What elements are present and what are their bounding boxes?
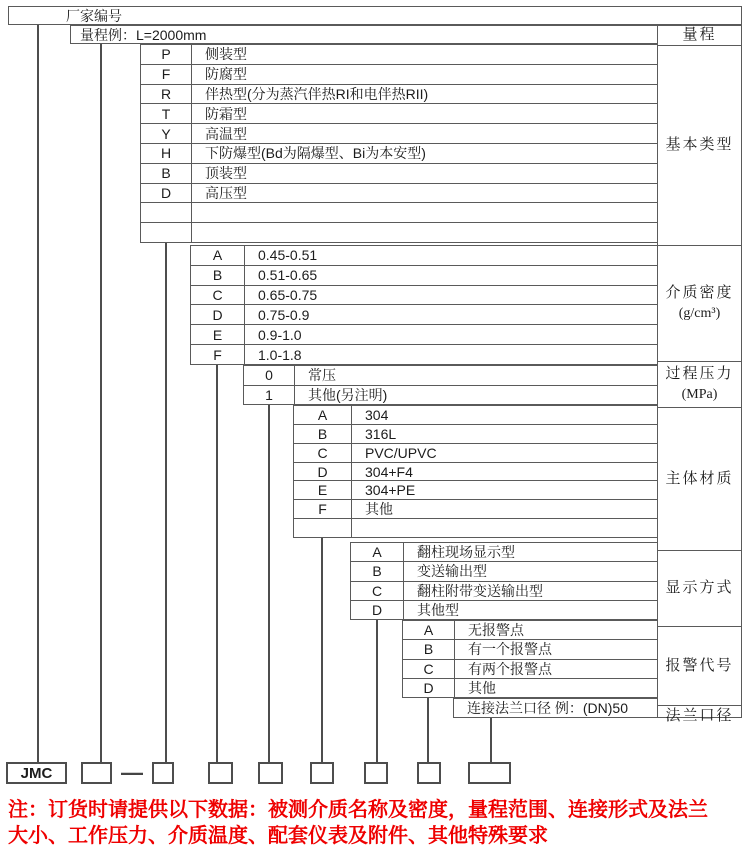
table-row	[294, 518, 657, 537]
table-row	[191, 285, 657, 305]
code-cell: A	[351, 543, 404, 561]
code-box	[468, 762, 511, 784]
code-cell: A	[191, 246, 245, 265]
table-row	[351, 543, 657, 561]
model-prefix-box: JMC	[6, 762, 67, 784]
table-row	[244, 385, 657, 405]
code-cell: R	[141, 85, 192, 104]
code-cell: D	[403, 679, 455, 697]
code-cell	[294, 519, 352, 537]
code-cell: F	[294, 500, 352, 518]
table-row	[294, 480, 657, 499]
description-cell: 0.9-1.0	[258, 326, 302, 343]
side-label-text: 法兰口径	[665, 707, 734, 724]
code-cell: F	[191, 345, 245, 364]
connector-line	[216, 365, 218, 762]
code-cell	[141, 223, 192, 242]
code-cell	[141, 203, 192, 222]
side-label-text: 过程压力	[665, 366, 734, 383]
code-cell: E	[294, 481, 352, 499]
code-cell: D	[141, 184, 192, 203]
description-cell: 有一个报警点	[468, 641, 552, 658]
code-cell: F	[141, 65, 192, 84]
table-row	[141, 222, 657, 242]
table-row	[141, 163, 657, 183]
table-row	[191, 265, 657, 285]
table-row	[403, 659, 657, 678]
code-cell: C	[294, 444, 352, 462]
code-box	[258, 762, 283, 784]
table-row	[294, 462, 657, 481]
code-cell: B	[141, 164, 192, 183]
table-row	[141, 202, 657, 222]
table-basic-type	[140, 44, 658, 243]
side-label-alarm-code	[658, 626, 741, 705]
table-medium-density	[190, 245, 658, 365]
code-box	[417, 762, 441, 784]
description-cell: 伴热型(分为蒸汽伴热RI和电伴热RII)	[205, 86, 429, 102]
table-row	[244, 366, 657, 385]
code-cell: C	[351, 582, 404, 600]
description-cell: 下防爆型(Bd为隔爆型、Bi为本安型)	[205, 145, 426, 162]
description-cell: 翻柱现场显示型	[417, 544, 515, 561]
table-row	[403, 621, 657, 639]
code-cell: A	[403, 621, 455, 639]
flange-row-label: 连接法兰口径 例：(DN)50	[467, 700, 629, 716]
description-cell: 其他	[365, 501, 393, 518]
description-cell: 高温型	[205, 125, 247, 142]
code-cell: 0	[244, 366, 295, 385]
description-cell: 有两个报警点	[468, 660, 552, 677]
range-example-label: 量程例：L=2000mm	[80, 26, 207, 43]
side-label-process-pressure	[658, 361, 741, 407]
description-cell: 防腐型	[205, 66, 247, 83]
description-cell: 304+F4	[365, 463, 413, 480]
code-box	[152, 762, 174, 784]
table-row	[294, 406, 657, 424]
table-row	[351, 561, 657, 580]
description-cell: 顶装型	[205, 165, 247, 182]
description-cell: 0.45-0.51	[258, 247, 318, 264]
code-box	[364, 762, 388, 784]
side-label-column	[657, 25, 742, 724]
connector-line	[321, 538, 323, 762]
code-cell: D	[191, 305, 245, 324]
table-row	[191, 324, 657, 344]
table-row	[403, 678, 657, 697]
description-cell: 其他型	[417, 601, 459, 618]
order-note	[8, 797, 746, 845]
description-cell: 其他(另注明)	[308, 386, 388, 403]
side-label-text: 报警代号	[665, 657, 734, 674]
table-row	[351, 600, 657, 619]
table-row	[294, 424, 657, 443]
code-box	[81, 762, 112, 784]
connector-line	[268, 405, 270, 762]
connector-line	[490, 718, 492, 762]
table-row	[294, 499, 657, 518]
table-row	[141, 45, 657, 64]
flange-row	[453, 698, 658, 718]
side-label-unit: (g/cm³)	[678, 306, 721, 322]
table-row	[191, 304, 657, 324]
code-cell: P	[141, 45, 192, 64]
code-cell: H	[141, 144, 192, 163]
code-cell: D	[294, 463, 352, 481]
code-cell: 1	[244, 386, 295, 405]
table-row	[141, 64, 657, 84]
table-row	[191, 246, 657, 265]
table-row	[141, 84, 657, 104]
side-label-range	[658, 26, 741, 45]
side-label-text: 基本类型	[665, 137, 734, 153]
code-cell: B	[403, 640, 455, 658]
table-row	[191, 344, 657, 364]
code-cell: B	[191, 266, 245, 285]
description-cell	[352, 519, 657, 537]
code-cell: E	[191, 325, 245, 344]
code-box	[310, 762, 334, 784]
connector-line	[427, 698, 429, 762]
side-label-medium-density	[658, 245, 741, 361]
factory-number-row	[8, 6, 742, 25]
description-cell: 0.75-0.9	[258, 306, 310, 323]
description-cell: 无报警点	[468, 622, 524, 639]
factory-number-label: 厂家编号	[66, 7, 122, 24]
description-cell: 侧装型	[205, 46, 247, 63]
side-label-text: 主体材质	[665, 470, 734, 487]
side-label-body-material	[658, 407, 741, 550]
description-cell: 常压	[308, 367, 336, 384]
code-cell: C	[191, 286, 245, 305]
side-label-text: 量程	[682, 27, 717, 43]
code-cell: B	[294, 425, 352, 443]
description-cell: 0.51-0.65	[258, 267, 318, 284]
side-label-basic-type	[658, 45, 741, 245]
description-cell: 316L	[365, 425, 397, 442]
code-cell: D	[351, 601, 404, 619]
description-cell: 其他	[468, 679, 496, 696]
table-row	[351, 581, 657, 600]
connector-line	[376, 620, 378, 762]
table-row	[403, 639, 657, 658]
table-row	[141, 123, 657, 143]
description-cell: PVC/UPVC	[365, 444, 437, 461]
description-cell: 变送输出型	[417, 563, 487, 580]
code-separator: —	[121, 760, 143, 785]
connector-line	[37, 25, 39, 762]
description-cell	[192, 223, 657, 242]
table-display-mode	[350, 542, 658, 620]
table-row	[141, 103, 657, 123]
side-label-flange-size	[658, 705, 741, 726]
order-note-line2: 大小、工作压力、介质温度、配套仪表及附件、其他特殊要求	[8, 825, 548, 845]
code-cell: B	[351, 562, 404, 580]
description-cell: 防霜型	[205, 105, 247, 122]
description-cell: 1.0-1.8	[258, 346, 302, 363]
description-cell	[192, 203, 657, 222]
side-label-text: 显示方式	[665, 580, 734, 596]
code-box	[208, 762, 233, 784]
table-row	[141, 183, 657, 203]
description-cell: 304	[365, 406, 389, 423]
side-label-text: 介质密度	[665, 285, 734, 302]
description-cell: 304+PE	[365, 482, 416, 499]
code-cell: C	[403, 660, 455, 678]
code-cell: Y	[141, 124, 192, 143]
code-cell: A	[294, 406, 352, 424]
side-label-display-mode	[658, 550, 741, 626]
table-row	[294, 443, 657, 462]
connector-line	[165, 243, 167, 762]
description-cell: 高压型	[205, 184, 247, 201]
range-row	[70, 25, 658, 44]
code-cell: T	[141, 104, 192, 123]
description-cell: 0.65-0.75	[258, 287, 318, 304]
side-label-unit: (MPa)	[681, 387, 718, 403]
table-process-pressure	[243, 365, 658, 405]
order-note-line1: 注：订货时请提供以下数据：被测介质名称及密度，量程范围、连接形式及法兰	[8, 799, 708, 821]
table-alarm-code	[402, 620, 658, 698]
description-cell: 翻柱附带变送输出型	[417, 582, 543, 599]
table-row	[141, 143, 657, 163]
connector-line	[100, 44, 102, 762]
table-body-material	[293, 405, 658, 538]
